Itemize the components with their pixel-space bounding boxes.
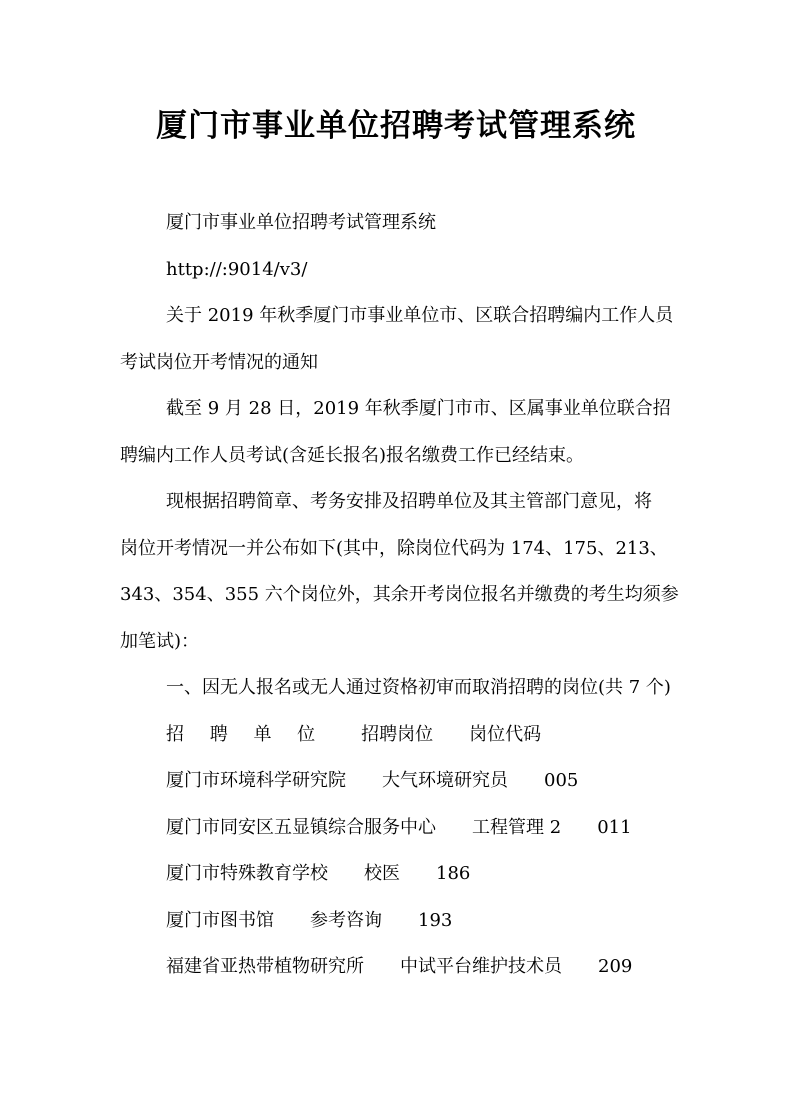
paragraph-2-line-3: 343、354、355 六个岗位外，其余开考岗位报名并缴费的考生均须参 xyxy=(120,584,679,605)
row-position: 大气环境研究员 xyxy=(382,770,508,791)
row-code: 193 xyxy=(418,909,453,931)
row-unit: 厦门市环境科学研究院 xyxy=(166,770,346,791)
section-heading: 一、因无人报名或无人通过资格初审而取消招聘的岗位(共 7 个) xyxy=(166,677,671,698)
document-body xyxy=(120,200,680,991)
row-code: 209 xyxy=(598,956,633,977)
row-code: 011 xyxy=(597,816,632,838)
header-code: 岗位代码 xyxy=(469,723,542,745)
paragraph-1-line-1: 截至 9 月 28 日，2019 年秋季厦门市市、区属事业单位联合招 xyxy=(166,398,671,419)
table-row xyxy=(120,898,680,945)
page-title: 厦门市事业单位招聘考试管理系统 xyxy=(156,108,636,144)
paragraph-2-line-2: 岗位开考情况一并公布如下(其中，除岗位代码为 174、175、213、 xyxy=(120,537,668,559)
table-row xyxy=(120,758,680,805)
header-unit: 招 聘 单 位 xyxy=(166,723,326,745)
paragraph-2-line-1: 现根据招聘简章、考务安排及招聘单位及其主管部门意见，将 xyxy=(166,491,652,512)
row-unit: 福建省亚热带植物研究所 xyxy=(166,956,364,977)
row-unit: 厦门市特殊教育学校 xyxy=(166,863,328,884)
row-position: 中试平台维护技术员 xyxy=(400,956,562,977)
row-code: 005 xyxy=(544,770,579,791)
row-position: 校医 xyxy=(364,863,400,884)
system-url: http://:9014/v3/ xyxy=(166,258,308,280)
system-name: 厦门市事业单位招聘考试管理系统 xyxy=(166,212,436,233)
table-row xyxy=(120,944,680,991)
paragraph-2-line-4: 加笔试)： xyxy=(120,630,200,652)
paragraph-1-line-2: 聘编内工作人员考试(含延长报名)报名缴费工作已经结束。 xyxy=(120,444,585,466)
row-position: 参考咨询 xyxy=(310,909,382,931)
row-position: 工程管理 2 xyxy=(472,816,562,838)
table-row xyxy=(120,805,680,852)
header-position: 招聘岗位 xyxy=(361,723,434,745)
notice-title-line-1: 关于 2019 年秋季厦门市事业单位市、区联合招聘编内工作人员 xyxy=(166,305,674,326)
table-row xyxy=(120,851,680,898)
notice-title-line-2: 考试岗位开考情况的通知 xyxy=(120,351,318,373)
row-unit: 厦门市同安区五显镇综合服务中心 xyxy=(166,816,436,838)
row-unit: 厦门市图书馆 xyxy=(166,909,274,931)
table-header xyxy=(120,712,680,759)
row-code: 186 xyxy=(436,863,471,884)
